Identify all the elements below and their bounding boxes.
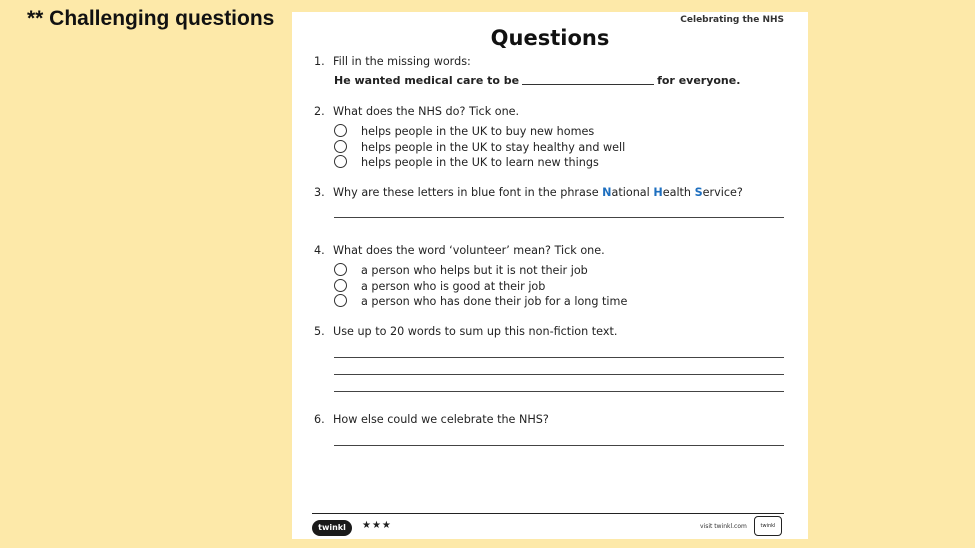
blue-letter: S [694, 186, 703, 199]
worksheet-heading: Questions [490, 26, 610, 50]
question-4 [314, 244, 605, 257]
phrase-part: ervice? [702, 186, 743, 199]
option-item[interactable] [334, 279, 545, 293]
option-item[interactable] [334, 155, 599, 169]
question-text: Fill in the missing words: [333, 55, 471, 68]
option-item[interactable] [334, 263, 588, 277]
question-text: Use up to 20 words to sum up this non-fiction text. [333, 325, 618, 338]
question-3 [314, 186, 743, 199]
question-text: What does the word ‘volunteer’ mean? Tick one. [333, 244, 605, 257]
phrase-part: ealth [662, 186, 695, 199]
question-text: What does the NHS do? Tick one. [333, 105, 520, 118]
option-label: helps people in the UK to learn new things [361, 156, 599, 169]
twinkl-logo: twinkl [312, 520, 352, 536]
question-text: Why are these letters in blue font in the phrase [333, 186, 603, 199]
option-item[interactable] [334, 140, 625, 154]
option-label: a person who has done their job for a long time [361, 295, 628, 308]
sentence-end: for everyone. [657, 74, 741, 87]
question-number: 5. [314, 325, 325, 338]
difficulty-stars-icon: ★★★ [362, 520, 392, 531]
radio-circle-icon[interactable] [334, 279, 347, 292]
question-1 [314, 55, 471, 68]
topic-label: Celebrating the NHS [680, 15, 784, 25]
slide-title: ** Challenging questions [27, 7, 275, 30]
fill-in-sentence [334, 74, 740, 87]
question-number: 3. [314, 186, 325, 199]
twinkl-badge-icon: twinkl [754, 516, 782, 536]
phrase-part: ational [611, 186, 654, 199]
blue-letter: N [602, 186, 612, 199]
option-label: helps people in the UK to buy new homes [361, 125, 595, 138]
answer-line[interactable] [334, 217, 784, 218]
radio-circle-icon[interactable] [334, 140, 347, 153]
radio-circle-icon[interactable] [334, 124, 347, 137]
sentence-start: He wanted medical care to be [334, 74, 520, 87]
option-label: helps people in the UK to stay healthy and well [361, 141, 626, 154]
radio-circle-icon[interactable] [334, 263, 347, 276]
worksheet [292, 12, 808, 539]
option-label: a person who is good at their job [361, 280, 546, 293]
footer-divider [312, 513, 784, 514]
answer-line[interactable] [334, 445, 784, 446]
option-item[interactable] [334, 124, 594, 138]
answer-line[interactable] [334, 374, 784, 375]
question-number: 1. [314, 55, 325, 68]
question-number: 6. [314, 413, 325, 426]
question-6 [314, 413, 549, 426]
radio-circle-icon[interactable] [334, 294, 347, 307]
question-text: How else could we celebrate the NHS? [333, 413, 549, 426]
option-label: a person who helps but it is not their job [361, 264, 588, 277]
radio-circle-icon[interactable] [334, 155, 347, 168]
answer-line[interactable] [334, 391, 784, 392]
answer-line[interactable] [334, 357, 784, 358]
option-item[interactable] [334, 294, 627, 308]
question-5 [314, 325, 617, 338]
question-number: 2. [314, 105, 325, 118]
question-2 [314, 105, 519, 118]
answer-blank[interactable] [522, 84, 654, 85]
question-number: 4. [314, 244, 325, 257]
blue-letter: H [653, 186, 663, 199]
footer-url: visit twinkl.com [700, 523, 747, 530]
